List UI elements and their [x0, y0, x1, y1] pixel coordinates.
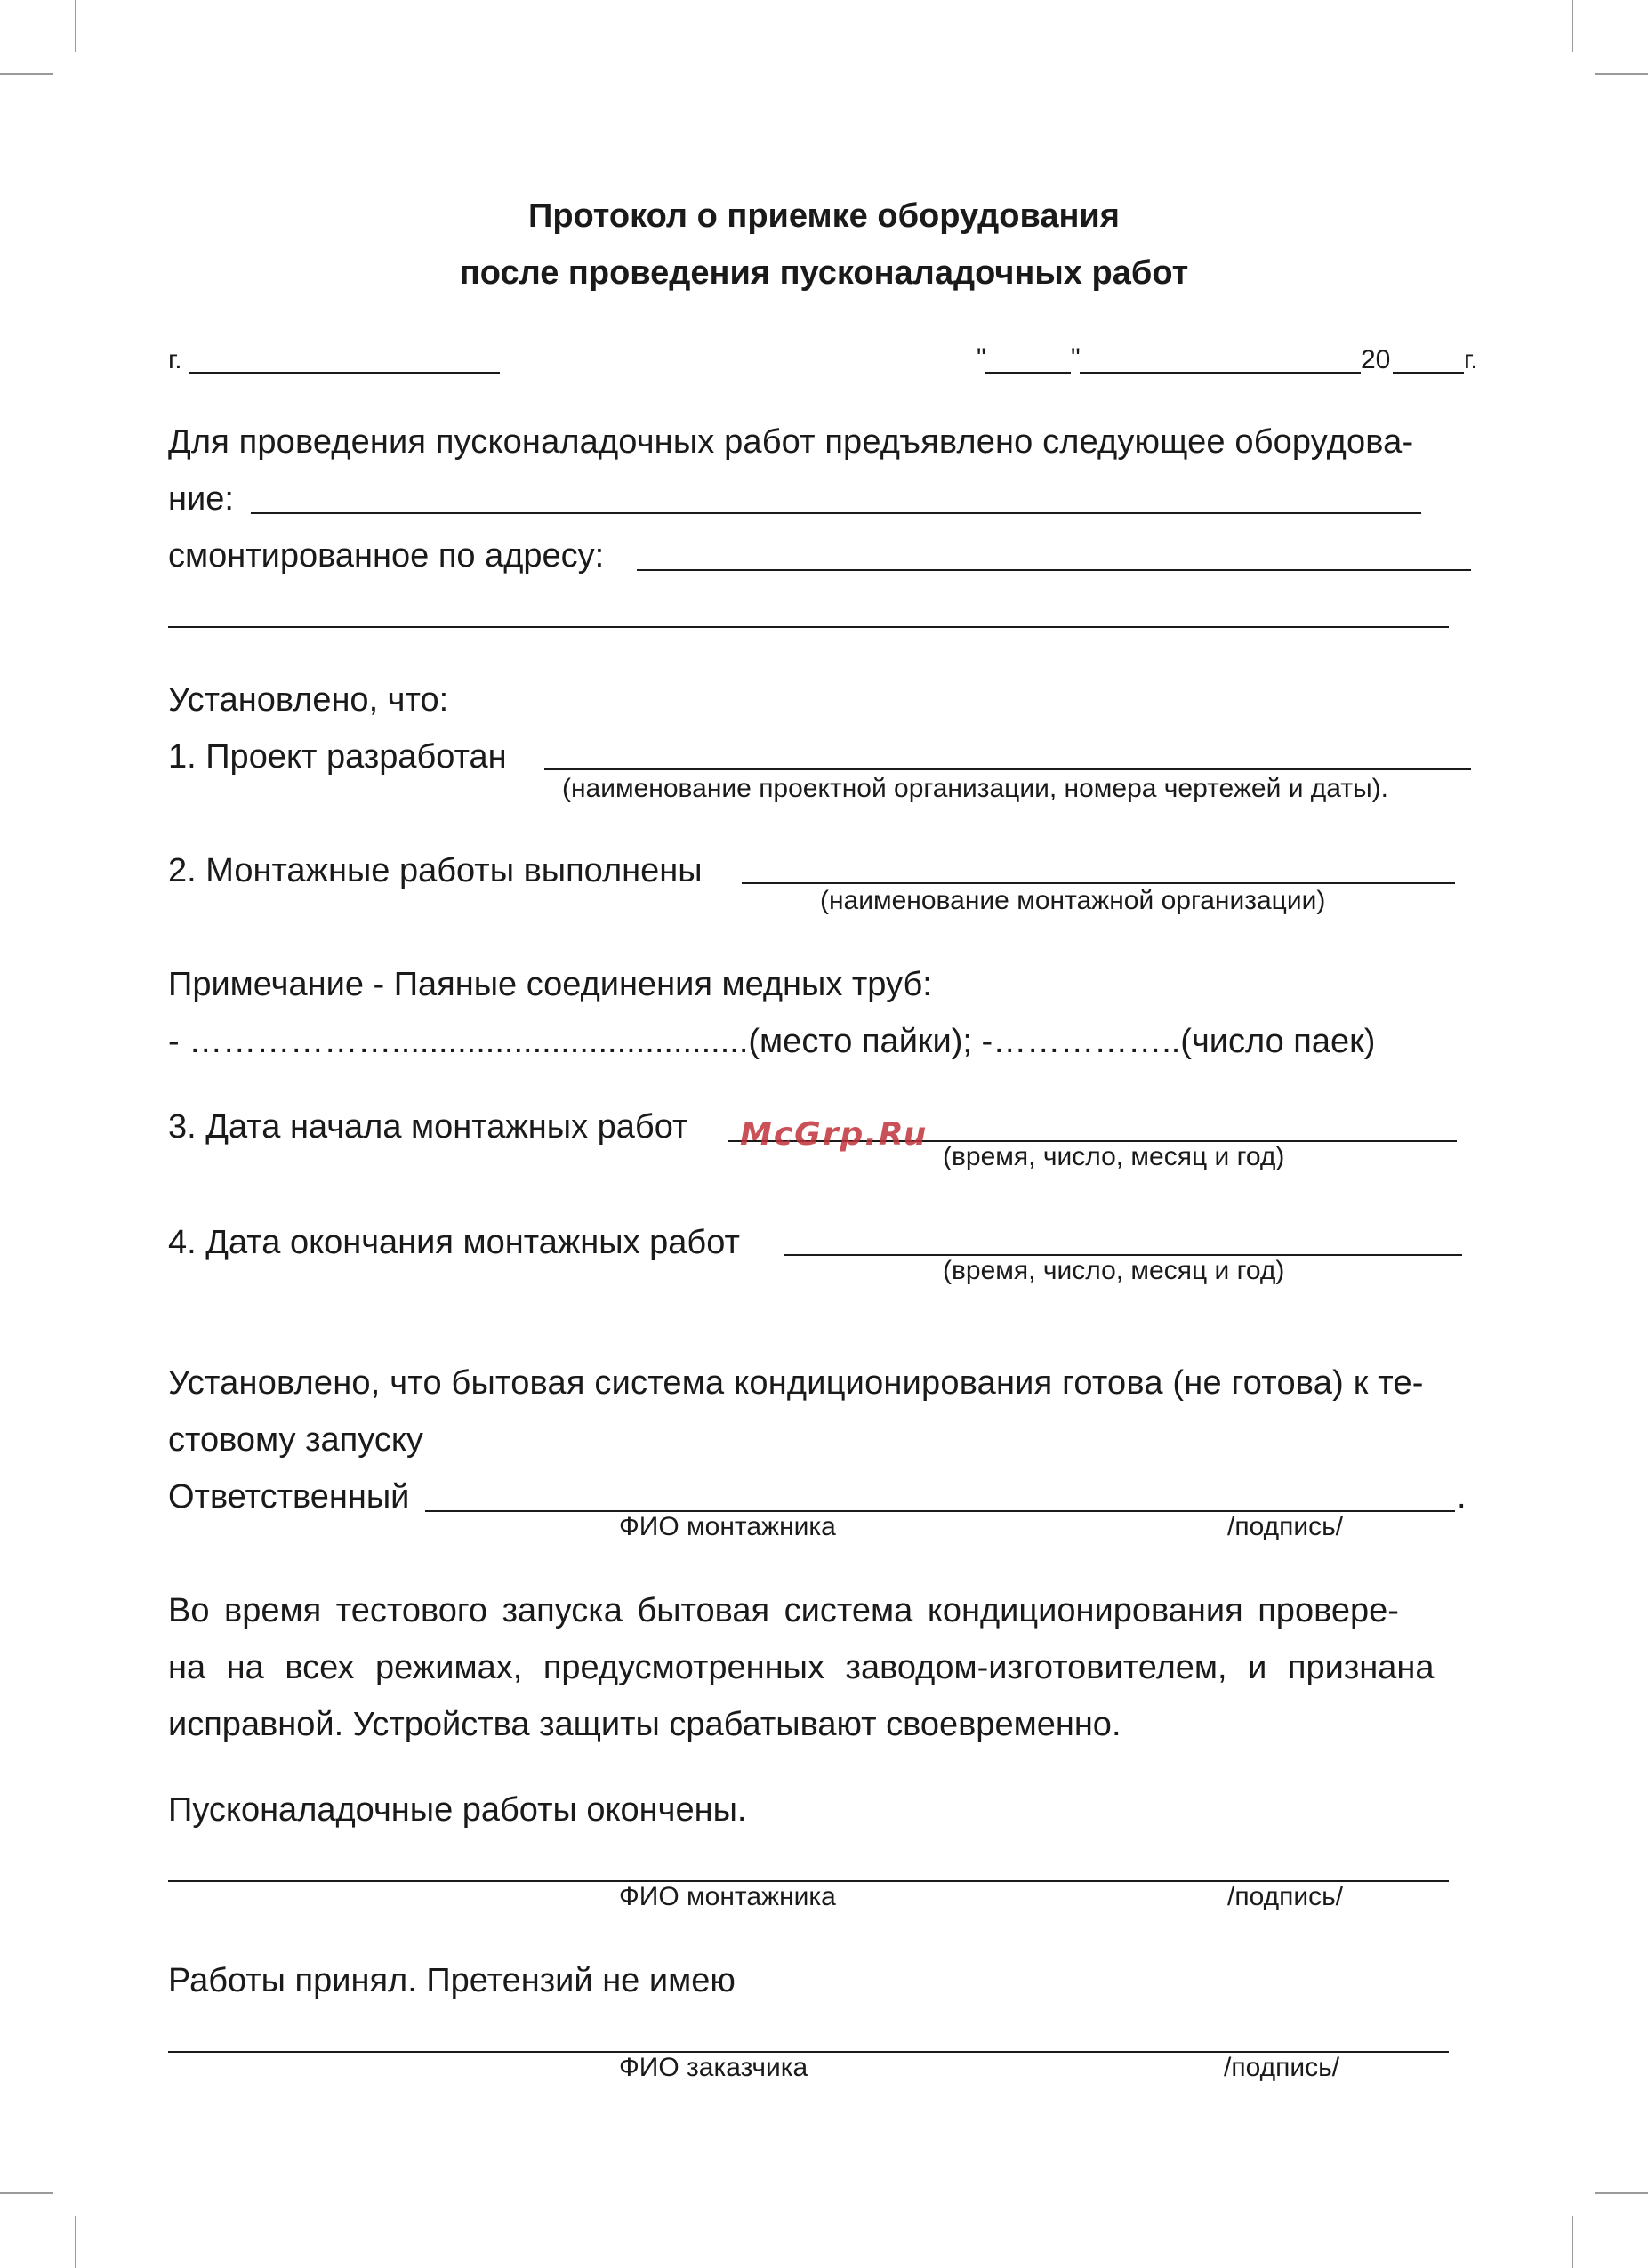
- item3-caption: (время, число, месяц и год): [943, 1142, 1285, 1171]
- item1-label: 1. Проект разработан: [168, 738, 507, 776]
- note-line: - ………………......................................(место пайки); -……………..(число паек): [168, 1023, 1376, 1060]
- city-prefix: г.: [168, 345, 182, 374]
- date-open-quote: ": [977, 343, 986, 373]
- test-text-line1: Во время тестового запуска бытовая система кондиционирования провере-: [168, 1592, 1399, 1629]
- item1-caption: (наименование проектной организации, номера чертежей и даты).: [562, 774, 1388, 803]
- item2-installer-field[interactable]: [742, 882, 1455, 884]
- ready-text-line2: стовому запуску: [168, 1421, 423, 1459]
- established-label: Установлено, что:: [168, 681, 449, 719]
- date-month-field[interactable]: [1080, 372, 1361, 374]
- document-title-line2: после проведения пусконаладочных работ: [459, 254, 1189, 292]
- note-label: Примечание - Паяные соединения медных труб:: [168, 966, 932, 1003]
- customer-name-caption: ФИО заказчика: [619, 2053, 808, 2082]
- item4-caption: (время, число, месяц и год): [943, 1256, 1285, 1285]
- address-label: смонтированное по адресу:: [168, 537, 605, 575]
- date-year-suffix: г.: [1464, 345, 1478, 374]
- date-year-field[interactable]: [1393, 372, 1464, 374]
- test-text-line3: исправной. Устройства защиты срабатывают своевременно.: [168, 1706, 1121, 1743]
- address-field-line1[interactable]: [637, 569, 1471, 571]
- equipment-text-line1: Для проведения пусконаладочных работ предъявлено следующее оборудова-: [168, 423, 1414, 461]
- responsible-period: .: [1457, 1478, 1467, 1516]
- date-close-quote: ": [1071, 343, 1081, 373]
- item2-caption: (наименование монтажной организации): [820, 886, 1326, 915]
- accepted-label: Работы принял. Претензий не имею: [168, 1962, 736, 1999]
- responsible-signature-caption: /подпись/: [1227, 1512, 1344, 1541]
- equipment-field[interactable]: [251, 512, 1421, 514]
- responsible-name-caption: ФИО монтажника: [619, 1512, 836, 1541]
- date-day-field[interactable]: [985, 372, 1071, 374]
- customer-signature-caption: /подпись/: [1224, 2053, 1340, 2082]
- crop-mark-top-right-h: [1595, 73, 1648, 75]
- document-title-line1: Протокол о приемке оборудования: [528, 197, 1120, 235]
- crop-mark-bottom-left-v: [75, 2216, 76, 2268]
- item4-label: 4. Дата окончания монтажных работ: [168, 1224, 740, 1261]
- crop-mark-bottom-left-h: [0, 2192, 53, 2194]
- date-year-prefix: 20: [1361, 345, 1391, 374]
- address-field-line2[interactable]: [168, 626, 1449, 628]
- completed-label: Пусконаладочные работы окончены.: [168, 1791, 747, 1829]
- item1-project-field[interactable]: [544, 768, 1471, 770]
- item3-label: 3. Дата начала монтажных работ: [168, 1108, 688, 1146]
- test-text-line2: на на всех режимах, предусмотренных заводом-изготовителем, и признана: [168, 1649, 1435, 1686]
- crop-mark-bottom-right-h: [1595, 2192, 1648, 2194]
- ready-text-line1: Установлено, что бытовая система кондиционирования готова (не готова) к те-: [168, 1364, 1424, 1402]
- city-field[interactable]: [189, 372, 500, 374]
- crop-mark-top-left-v: [75, 0, 76, 52]
- watermark-logo: McGrp.Ru: [740, 1116, 929, 1153]
- equipment-text-line2: ние:: [168, 480, 234, 518]
- crop-mark-top-left-h: [0, 73, 53, 75]
- crop-mark-bottom-right-v: [1572, 2216, 1573, 2268]
- crop-mark-top-right-v: [1572, 0, 1573, 52]
- installer-name-caption: ФИО монтажника: [619, 1882, 836, 1911]
- responsible-label: Ответственный: [168, 1478, 410, 1516]
- installer-signature-caption: /подпись/: [1227, 1882, 1344, 1911]
- item2-label: 2. Монтажные работы выполнены: [168, 852, 703, 889]
